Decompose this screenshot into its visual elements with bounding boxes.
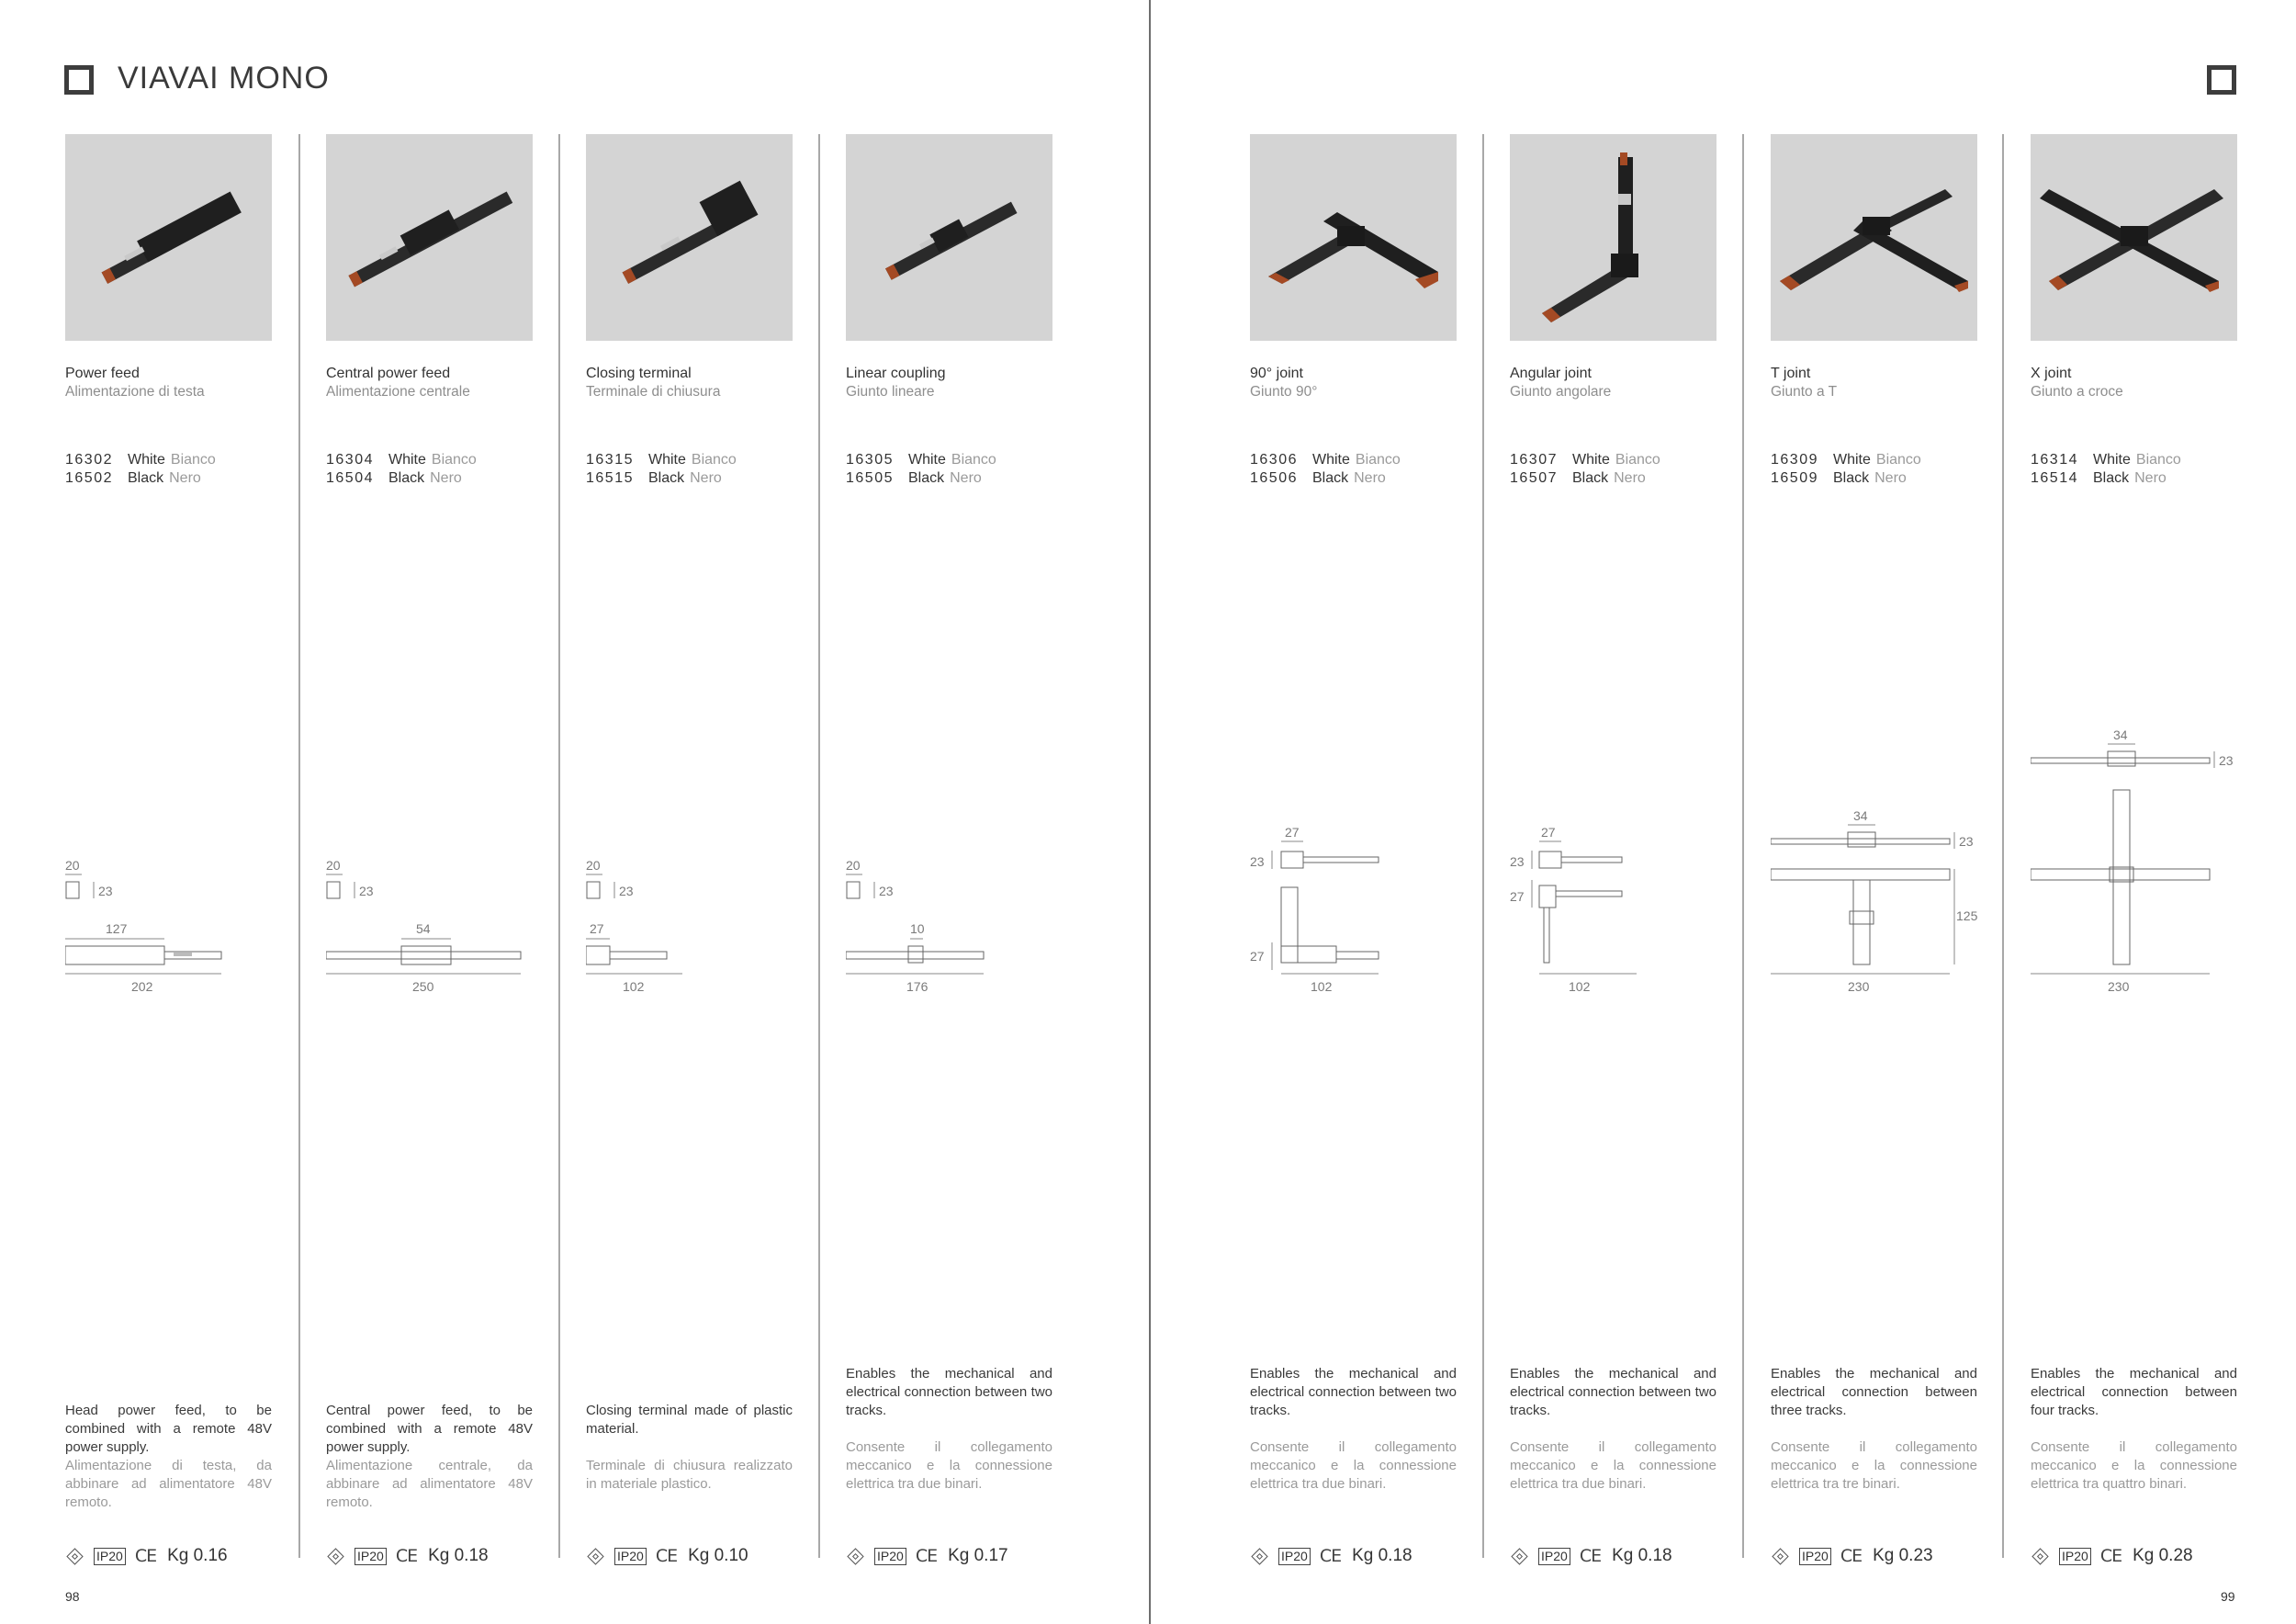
product-footer bbox=[2031, 1544, 2193, 1568]
color-label-italian: Nero bbox=[430, 470, 462, 486]
product-column-power-feed bbox=[65, 134, 272, 1567]
product-weight: Kg 0.28 bbox=[2133, 1546, 2193, 1565]
product-name: Linear coupling bbox=[846, 366, 946, 381]
column-divider bbox=[298, 134, 300, 1558]
section-title: VIAVAI MONO bbox=[118, 61, 330, 96]
ip-rating-badge: IP20 bbox=[874, 1548, 906, 1565]
product-name: X joint bbox=[2031, 366, 2072, 381]
product-weight: Kg 0.10 bbox=[688, 1546, 748, 1565]
dimension-label: 34 bbox=[1853, 808, 1868, 823]
product-column-x-joint bbox=[2031, 134, 2237, 1567]
ip-rating-badge: IP20 bbox=[2059, 1548, 2091, 1565]
product-name-italian: Giunto 90° bbox=[1250, 384, 1318, 400]
color-label: White bbox=[908, 452, 946, 468]
ip-rating-badge: IP20 bbox=[1799, 1548, 1831, 1565]
color-label-italian: Bianco bbox=[2135, 452, 2181, 468]
dimension-label: 102 bbox=[1569, 979, 1591, 994]
ce-mark-icon: CE bbox=[1840, 1546, 1863, 1566]
page-spine bbox=[1149, 0, 1151, 1624]
dimension-label: 27 bbox=[1285, 825, 1300, 840]
product-footer bbox=[65, 1544, 228, 1568]
dimension-label: 230 bbox=[2108, 979, 2130, 994]
column-divider bbox=[558, 134, 560, 1558]
color-label-italian: Bianco bbox=[1615, 452, 1660, 468]
color-label: White bbox=[128, 452, 165, 468]
product-code: 16507 bbox=[1510, 470, 1558, 486]
product-name-italian: Alimentazione centrale bbox=[326, 384, 470, 400]
class-diamond-icon bbox=[327, 1548, 343, 1564]
color-label-italian: Bianco bbox=[431, 452, 477, 468]
product-code: 16515 bbox=[586, 470, 634, 486]
product-code: 16307 bbox=[1510, 452, 1558, 468]
dimension-label: 125 bbox=[1956, 908, 1977, 923]
dimension-label: 250 bbox=[412, 979, 434, 994]
product-weight: Kg 0.18 bbox=[1352, 1546, 1412, 1565]
product-column-central-power-feed bbox=[326, 134, 533, 1567]
dimension-label: 20 bbox=[65, 858, 80, 873]
ce-mark-icon: CE bbox=[655, 1546, 678, 1566]
color-label: Black bbox=[2093, 470, 2130, 486]
dimension-label: 23 bbox=[879, 884, 894, 898]
dimension-label: 23 bbox=[359, 884, 374, 898]
dimension-label: 127 bbox=[106, 921, 128, 936]
ce-mark-icon: CE bbox=[2099, 1546, 2122, 1566]
color-label-italian: Nero bbox=[950, 470, 982, 486]
product-code: 16505 bbox=[846, 470, 894, 486]
product-name: Central power feed bbox=[326, 366, 451, 381]
technical-drawing bbox=[2031, 134, 2237, 1016]
column-divider bbox=[1482, 134, 1484, 1558]
product-name-italian: Giunto angolare bbox=[1510, 384, 1612, 400]
product-name-italian: Giunto lineare bbox=[846, 384, 935, 400]
color-label-italian: Nero bbox=[169, 470, 201, 486]
section-square-icon-right bbox=[2207, 65, 2236, 95]
product-description: Head power feed, to be combined with a remote 48V power supply. bbox=[65, 1403, 272, 1455]
dimension-label: 23 bbox=[1510, 854, 1525, 869]
column-divider bbox=[1742, 134, 1744, 1558]
dimension-label: 20 bbox=[326, 858, 341, 873]
technical-drawing bbox=[1250, 134, 1457, 1016]
technical-drawing bbox=[326, 134, 533, 1016]
dimension-label: 27 bbox=[590, 921, 604, 936]
product-column-closing-terminal bbox=[586, 134, 793, 1567]
color-label: Black bbox=[908, 470, 945, 486]
color-label: White bbox=[1572, 452, 1610, 468]
product-description-italian: Consente il collegamento meccanico e la connessione elettrica tra quattro binari. bbox=[2031, 1439, 2237, 1492]
product-name: 90° joint bbox=[1250, 366, 1303, 381]
product-description-italian: Alimentazione di testa, da abbinare ad alimentatore 48V remoto. bbox=[65, 1458, 272, 1510]
product-column-t-joint bbox=[1771, 134, 1977, 1567]
color-label-italian: Bianco bbox=[170, 452, 216, 468]
color-label-italian: Nero bbox=[1874, 470, 1907, 486]
ip-rating-badge: IP20 bbox=[94, 1548, 126, 1565]
technical-drawing bbox=[1510, 134, 1716, 1016]
dimension-label: 27 bbox=[1250, 949, 1265, 964]
product-description: Enables the mechanical and electrical connection between two tracks. bbox=[1510, 1366, 1716, 1418]
color-label: White bbox=[388, 452, 426, 468]
product-description-italian: Consente il collegamento meccanico e la connessione elettrica tra due binari. bbox=[1250, 1439, 1457, 1492]
class-diamond-icon bbox=[2032, 1548, 2048, 1564]
ce-mark-icon: CE bbox=[395, 1546, 418, 1566]
product-code: 16304 bbox=[326, 452, 374, 468]
product-code: 16509 bbox=[1771, 470, 1818, 486]
class-diamond-icon bbox=[1772, 1548, 1788, 1564]
color-label: White bbox=[1833, 452, 1871, 468]
technical-drawing bbox=[65, 134, 272, 1016]
color-label: Black bbox=[388, 470, 425, 486]
ip-rating-badge: IP20 bbox=[1278, 1548, 1311, 1565]
product-description-italian: Alimentazione centrale, da abbinare ad alimentatore 48V remoto. bbox=[326, 1458, 533, 1510]
product-footer bbox=[1250, 1544, 1412, 1568]
class-diamond-icon bbox=[587, 1548, 603, 1564]
page-number-left: 98 bbox=[65, 1589, 80, 1604]
dimension-label: 10 bbox=[910, 921, 925, 936]
product-description: Enables the mechanical and electrical connection between two tracks. bbox=[846, 1366, 1052, 1418]
class-diamond-icon bbox=[1511, 1548, 1527, 1564]
dimension-label: 23 bbox=[98, 884, 113, 898]
section-square-icon bbox=[64, 65, 94, 95]
dimension-label: 230 bbox=[1848, 979, 1870, 994]
dimension-label: 23 bbox=[1959, 834, 1974, 849]
product-code: 16305 bbox=[846, 452, 894, 468]
color-label: Black bbox=[1572, 470, 1609, 486]
product-code: 16306 bbox=[1250, 452, 1298, 468]
dimension-label: 102 bbox=[1311, 979, 1333, 994]
product-footer bbox=[586, 1544, 748, 1568]
page-number-right: 99 bbox=[2221, 1589, 2235, 1604]
product-column-angular-joint bbox=[1510, 134, 1716, 1567]
product-description: Central power feed, to be combined with a remote 48V power supply. bbox=[326, 1403, 533, 1455]
product-weight: Kg 0.18 bbox=[1612, 1546, 1672, 1565]
product-name: Angular joint bbox=[1510, 366, 1592, 381]
product-name-italian: Giunto a croce bbox=[2031, 384, 2123, 400]
product-name: Closing terminal bbox=[586, 366, 692, 381]
color-label-italian: Nero bbox=[2134, 470, 2167, 486]
product-name-italian: Alimentazione di testa bbox=[65, 384, 205, 400]
color-label-italian: Nero bbox=[1354, 470, 1386, 486]
product-weight: Kg 0.18 bbox=[428, 1546, 489, 1565]
product-description-italian: Terminale di chiusura realizzato in materiale plastico. bbox=[586, 1458, 793, 1492]
ce-mark-icon: CE bbox=[1319, 1546, 1342, 1566]
product-code: 16506 bbox=[1250, 470, 1298, 486]
color-label: White bbox=[648, 452, 686, 468]
technical-drawing bbox=[1771, 134, 1977, 1016]
dimension-label: 20 bbox=[846, 858, 861, 873]
product-code: 16315 bbox=[586, 452, 634, 468]
product-description-italian: Consente il collegamento meccanico e la connessione elettrica tra tre binari. bbox=[1771, 1439, 1977, 1492]
dimension-label: 27 bbox=[1541, 825, 1556, 840]
ip-rating-badge: IP20 bbox=[355, 1548, 387, 1565]
product-footer bbox=[1510, 1544, 1672, 1568]
dimension-label: 27 bbox=[1510, 889, 1525, 904]
ce-mark-icon: CE bbox=[915, 1546, 938, 1566]
dimension-label: 54 bbox=[416, 921, 431, 936]
product-footer bbox=[326, 1544, 489, 1568]
product-name-italian: Giunto a T bbox=[1771, 384, 1838, 400]
column-divider bbox=[2002, 134, 2004, 1558]
ce-mark-icon: CE bbox=[134, 1546, 157, 1566]
color-label-italian: Nero bbox=[690, 470, 722, 486]
dimension-label: 202 bbox=[131, 979, 153, 994]
color-label: Black bbox=[128, 470, 164, 486]
product-weight: Kg 0.17 bbox=[948, 1546, 1008, 1565]
dimension-label: 34 bbox=[2113, 727, 2128, 742]
dimension-label: 23 bbox=[619, 884, 634, 898]
color-label: White bbox=[2093, 452, 2131, 468]
color-label: Black bbox=[1833, 470, 1870, 486]
class-diamond-icon bbox=[66, 1548, 83, 1564]
class-diamond-icon bbox=[1251, 1548, 1267, 1564]
dimension-label: 23 bbox=[1250, 854, 1265, 869]
technical-drawing bbox=[846, 134, 1052, 1016]
product-column-linear-coupling bbox=[846, 134, 1052, 1567]
product-code: 16309 bbox=[1771, 452, 1818, 468]
product-code: 16302 bbox=[65, 452, 113, 468]
product-code: 16314 bbox=[2031, 452, 2078, 468]
dimension-label: 23 bbox=[2219, 753, 2234, 768]
product-footer bbox=[1771, 1544, 1933, 1568]
product-weight: Kg 0.16 bbox=[167, 1546, 228, 1565]
ip-rating-badge: IP20 bbox=[614, 1548, 647, 1565]
dimension-label: 176 bbox=[906, 979, 929, 994]
product-column-90-joint bbox=[1250, 134, 1457, 1567]
column-divider bbox=[818, 134, 820, 1558]
product-code: 16502 bbox=[65, 470, 113, 486]
dimension-label: 102 bbox=[623, 979, 645, 994]
product-description-italian: Consente il collegamento meccanico e la connessione elettrica tra due binari. bbox=[846, 1439, 1052, 1492]
color-label-italian: Nero bbox=[1614, 470, 1646, 486]
ce-mark-icon: CE bbox=[1579, 1546, 1602, 1566]
product-description: Enables the mechanical and electrical connection between three tracks. bbox=[1771, 1366, 1977, 1418]
ip-rating-badge: IP20 bbox=[1538, 1548, 1570, 1565]
product-description: Closing terminal made of plastic material. bbox=[586, 1403, 793, 1437]
color-label-italian: Bianco bbox=[1875, 452, 1921, 468]
product-code: 16514 bbox=[2031, 470, 2078, 486]
color-label: Black bbox=[648, 470, 685, 486]
product-name: Power feed bbox=[65, 366, 140, 381]
product-name-italian: Terminale di chiusura bbox=[586, 384, 721, 400]
product-weight: Kg 0.23 bbox=[1873, 1546, 1933, 1565]
color-label-italian: Bianco bbox=[951, 452, 996, 468]
color-label-italian: Bianco bbox=[691, 452, 737, 468]
product-code: 16504 bbox=[326, 470, 374, 486]
product-description-italian: Consente il collegamento meccanico e la connessione elettrica tra due binari. bbox=[1510, 1439, 1716, 1492]
color-label-italian: Bianco bbox=[1355, 452, 1401, 468]
dimension-label: 20 bbox=[586, 858, 601, 873]
product-description: Enables the mechanical and electrical connection between two tracks. bbox=[1250, 1366, 1457, 1418]
class-diamond-icon bbox=[847, 1548, 863, 1564]
color-label: White bbox=[1312, 452, 1350, 468]
product-name: T joint bbox=[1771, 366, 1811, 381]
product-description: Enables the mechanical and electrical connection between four tracks. bbox=[2031, 1366, 2237, 1418]
product-footer bbox=[846, 1544, 1008, 1568]
color-label: Black bbox=[1312, 470, 1349, 486]
technical-drawing bbox=[586, 134, 793, 1016]
